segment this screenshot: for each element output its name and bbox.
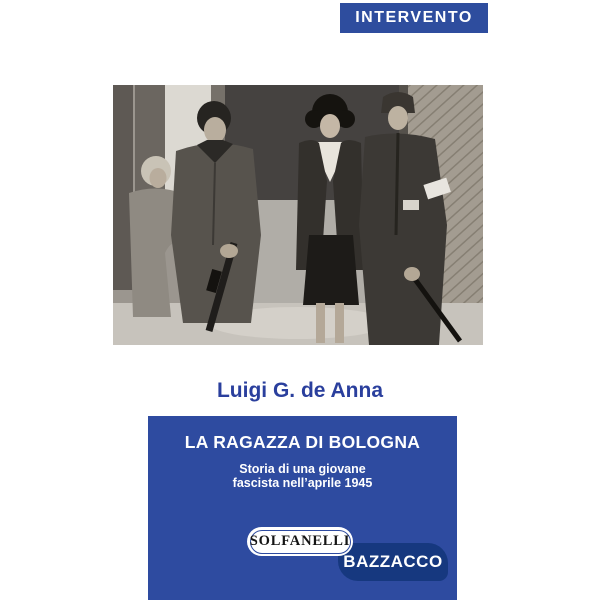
publisher-name: SOLFANELLI [249,533,351,549]
book-subtitle-line2: fascista nell’aprile 1945 [232,476,373,490]
publisher-logo-ring [250,530,351,554]
series-badge-label: INTERVENTO [355,9,473,26]
series-imprint-box [338,543,448,581]
book-subtitle-line1: Storia di una giovane [239,462,366,476]
author-name: Luigi G. de Anna [216,379,384,402]
cover-photo-illustration [113,85,483,345]
publisher-logo [247,527,353,556]
series-badge [340,3,488,33]
book-title: LA RAGAZZA DI BOLOGNA [184,432,421,452]
cover-photo [113,85,483,345]
series-imprint-label: BAZZACCO [343,552,443,571]
book-subtitle [148,462,457,490]
